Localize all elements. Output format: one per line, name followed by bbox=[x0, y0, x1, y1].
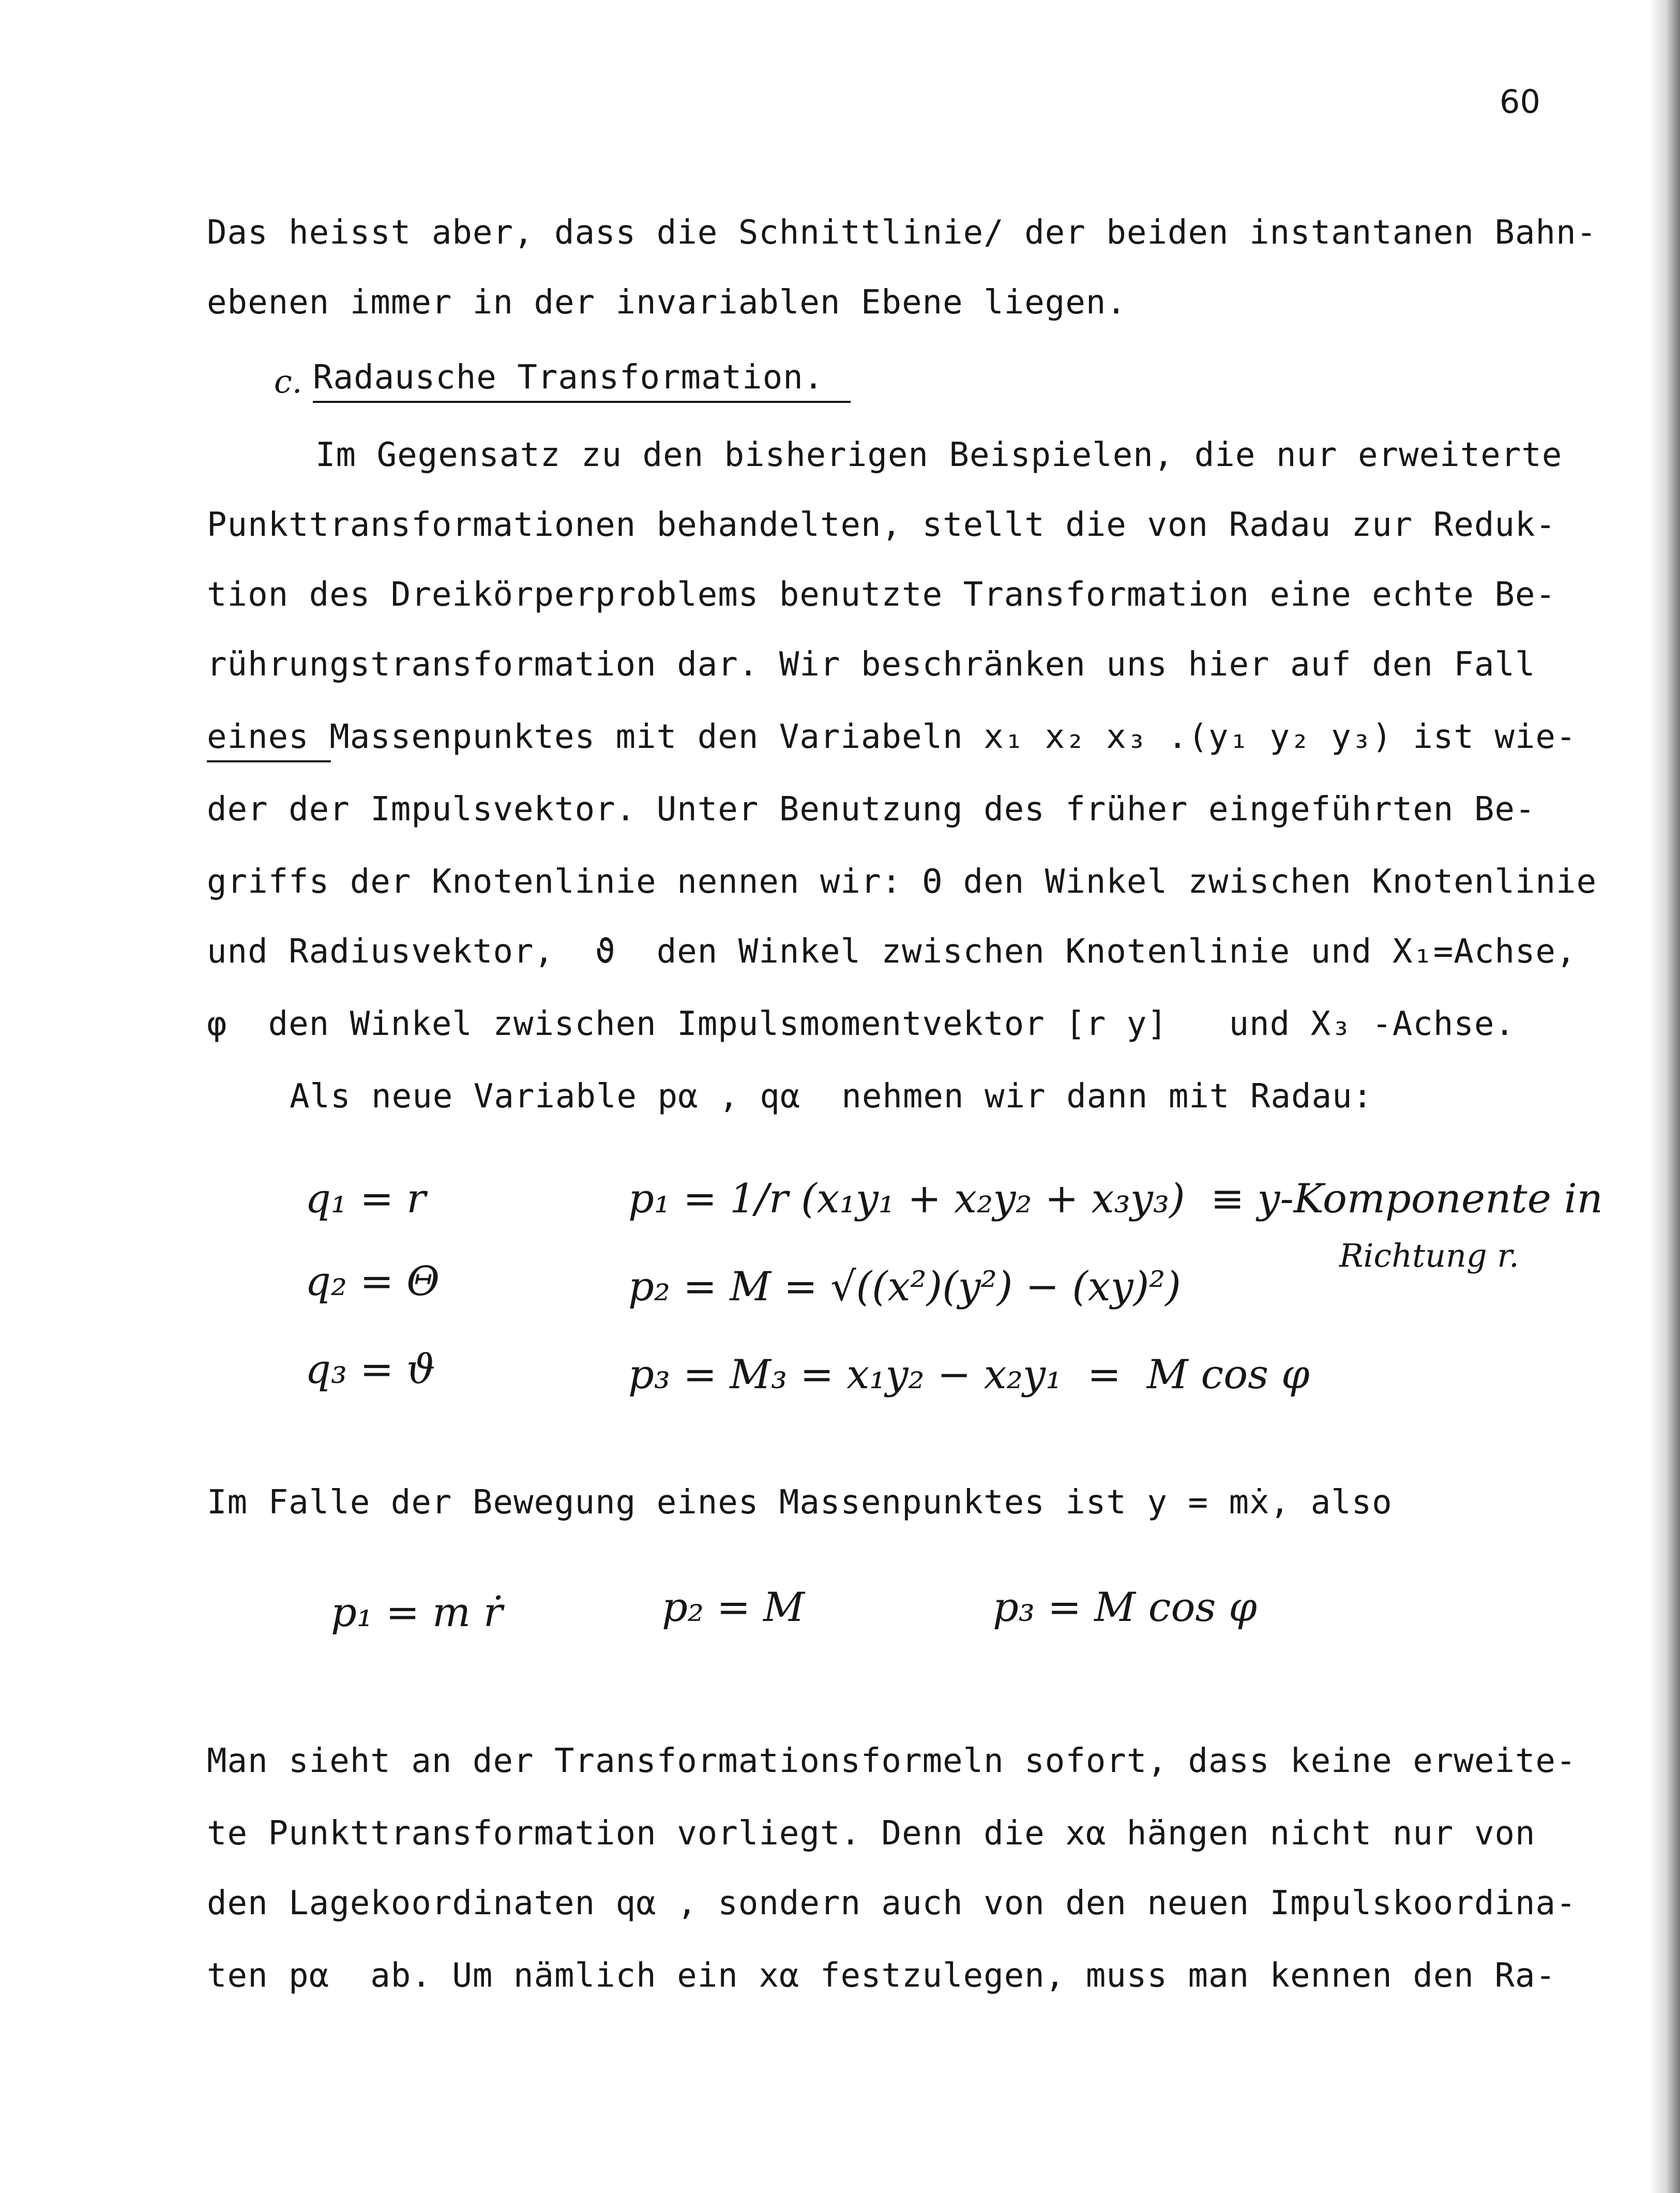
text-line: ten pα ab. Um nämlich ein xα festzulegen, muss man kennen den Ra- bbox=[207, 1957, 1556, 1995]
text-line: φ den Winkel zwischen Impulsmomentvektor [r y] und X₃ -Achse. bbox=[207, 1005, 1515, 1043]
section-heading: Radausche Transformation. bbox=[313, 358, 824, 397]
text-line: rührungstransformation dar. Wir beschränken uns hier auf den Fall bbox=[207, 645, 1536, 684]
equation-p2-motion: p₂ = M bbox=[662, 1584, 805, 1631]
text-line: Im Falle der Bewegung eines Massenpunktes ist y = mẋ, also bbox=[207, 1483, 1393, 1522]
section-marker: c. bbox=[274, 363, 302, 400]
equation-p2: p₂ = M = √((x²)(y²) − (xy)²) bbox=[628, 1264, 1181, 1310]
equation-p3: p₃ = M₃ = x₁y₂ − x₂y₁ = M cos φ bbox=[628, 1351, 1310, 1398]
text-line: eines Massenpunktes mit den Variabeln x₁ x₂ x₃ .(y₁ y₂ y₃) ist wie- bbox=[207, 718, 1577, 756]
text-line: Im Gegensatz zu den bisherigen Beispielen, die nur erweiterte bbox=[315, 436, 1563, 474]
equation-p1-motion: p₁ = m ṙ bbox=[331, 1589, 503, 1636]
text-line: Man sieht an der Transformationsformeln sofort, dass keine erweite- bbox=[207, 1742, 1577, 1780]
equation-p3-motion: p₃ = M cos φ bbox=[993, 1584, 1257, 1631]
text-line: Punkttransformationen behandelten, stellt die von Radau zur Reduk- bbox=[207, 506, 1556, 544]
text-line: tion des Dreikörperproblems benutzte Transformation eine echte Be- bbox=[207, 576, 1556, 614]
text-line: und Radiusvektor, ϑ den Winkel zwischen Knotenlinie und X₁=Achse, bbox=[207, 933, 1577, 971]
text-line: griffs der Knotenlinie nennen wir: Θ den Winkel zwischen Knotenlinie bbox=[207, 863, 1597, 901]
equation-p1: p₁ = 1/r (x₁y₁ + x₂y₂ + x₃y₃) ≡ y-Komponente in bbox=[628, 1176, 1603, 1222]
text-line: te Punkttransformation vorliegt. Denn die xα hängen nicht nur von bbox=[207, 1814, 1536, 1853]
text-line: ebenen immer in der invariablen Ebene liegen. bbox=[207, 283, 1127, 322]
text-line: der der Impulsvektor. Unter Benutzung des früher eingeführten Be- bbox=[207, 790, 1536, 829]
page-edge-shadow bbox=[1649, 0, 1680, 2193]
margin-note: Richtung r. bbox=[1339, 1237, 1519, 1274]
equation-q3: q₃ = ϑ bbox=[305, 1346, 435, 1393]
page-number: 60 bbox=[1500, 83, 1540, 121]
text-line: Das heisst aber, dass die Schnittlinie/ der beiden instantanen Bahn- bbox=[207, 214, 1597, 252]
word-underline bbox=[207, 760, 331, 762]
equation-q1: q₁ = r bbox=[305, 1176, 426, 1222]
text-line: Als neue Variable pα , qα nehmen wir dann mit Radau: bbox=[290, 1077, 1373, 1116]
heading-underline bbox=[313, 401, 851, 403]
text-line: den Lagekoordinaten qα , sondern auch von den neuen Impulskoordina- bbox=[207, 1884, 1577, 1922]
equation-q2: q₂ = Θ bbox=[305, 1258, 440, 1305]
